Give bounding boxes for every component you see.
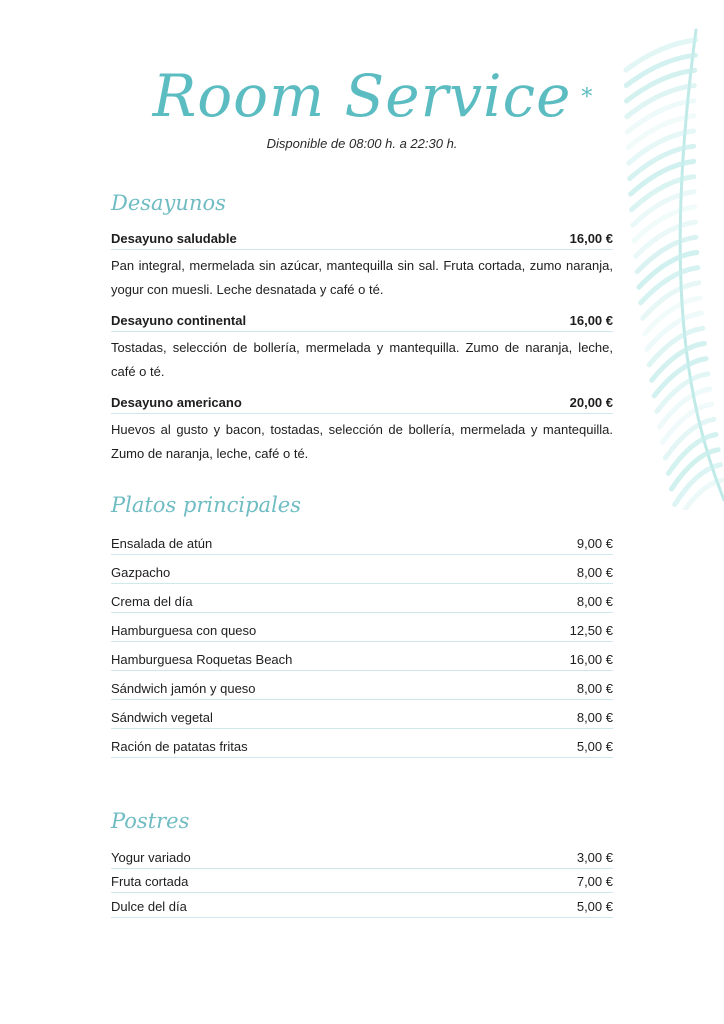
item-name: Sándwich jamón y queso (111, 681, 256, 696)
menu-item (111, 394, 613, 466)
item-name: Ración de patatas fritas (111, 739, 248, 754)
item-name: Desayuno saludable (111, 231, 237, 246)
menu-item (111, 613, 613, 642)
menu-item (111, 555, 613, 584)
item-name: Yogur variado (111, 849, 191, 865)
header (0, 60, 724, 151)
section-postres (111, 806, 613, 918)
menu-item (111, 893, 613, 918)
item-name: Crema del día (111, 594, 193, 609)
availability-hours: Disponible de 08:00 h. a 22:30 h. (266, 136, 458, 151)
item-name: Dulce del día (111, 898, 187, 914)
menu-item (111, 230, 613, 302)
item-name: Gazpacho (111, 565, 171, 580)
title-mark: * (581, 85, 594, 110)
menu-item (111, 844, 613, 869)
item-price: 8,00 € (576, 681, 613, 696)
item-name: Hamburguesa con queso (111, 623, 257, 638)
menu-item (111, 584, 613, 613)
menu-item (111, 671, 613, 700)
item-price: 5,00 € (576, 739, 613, 754)
item-name: Desayuno continental (111, 313, 247, 328)
item-name: Sándwich vegetal (111, 710, 213, 725)
item-price: 3,00 € (576, 849, 613, 865)
menu-item (111, 729, 613, 758)
page-title (152, 60, 594, 132)
item-price: 8,00 € (576, 565, 613, 580)
item-price: 5,00 € (576, 898, 613, 914)
item-head (111, 230, 613, 250)
item-price: 16,00 € (569, 231, 613, 246)
menu-item (111, 526, 613, 555)
item-price: 16,00 € (569, 313, 613, 328)
item-description: Pan integral, mermelada sin azúcar, mantequilla sin sal. Fruta cortada, zumo naranja, yogur con muesli. Leche desnatada y café o té. (111, 258, 613, 297)
section-desayunos (111, 188, 613, 466)
item-head (111, 312, 613, 332)
item-price: 16,00 € (569, 652, 613, 667)
item-description: Tostadas, selección de bollería, mermelada y mantequilla. Zumo de naranja, leche, café o té. (111, 340, 613, 379)
menu-item (111, 869, 613, 894)
item-price: 12,50 € (569, 623, 613, 638)
section-title-desayunos: Desayunos (111, 191, 226, 215)
page-title-text: Room Service (152, 62, 572, 130)
section-title-postres: Postres (111, 809, 190, 833)
section-title-platos: Platos principales (111, 493, 301, 517)
item-price: 7,00 € (576, 874, 613, 889)
menu-content (111, 188, 613, 918)
item-price: 20,00 € (569, 395, 613, 410)
menu-item (111, 700, 613, 729)
item-head (111, 394, 613, 414)
menu-item (111, 312, 613, 384)
item-name: Fruta cortada (111, 874, 189, 889)
item-name: Ensalada de atún (111, 536, 213, 551)
item-price: 9,00 € (576, 536, 613, 551)
item-name: Desayuno americano (111, 395, 242, 410)
section-platos-principales (111, 490, 613, 758)
item-price: 8,00 € (576, 594, 613, 609)
menu-item (111, 642, 613, 671)
item-name: Hamburguesa Roquetas Beach (111, 652, 293, 667)
item-description: Huevos al gusto y bacon, tostadas, selección de bollería, mermelada y mantequilla. Zumo de naranja, leche, café o té. (111, 422, 613, 461)
item-price: 8,00 € (576, 710, 613, 725)
